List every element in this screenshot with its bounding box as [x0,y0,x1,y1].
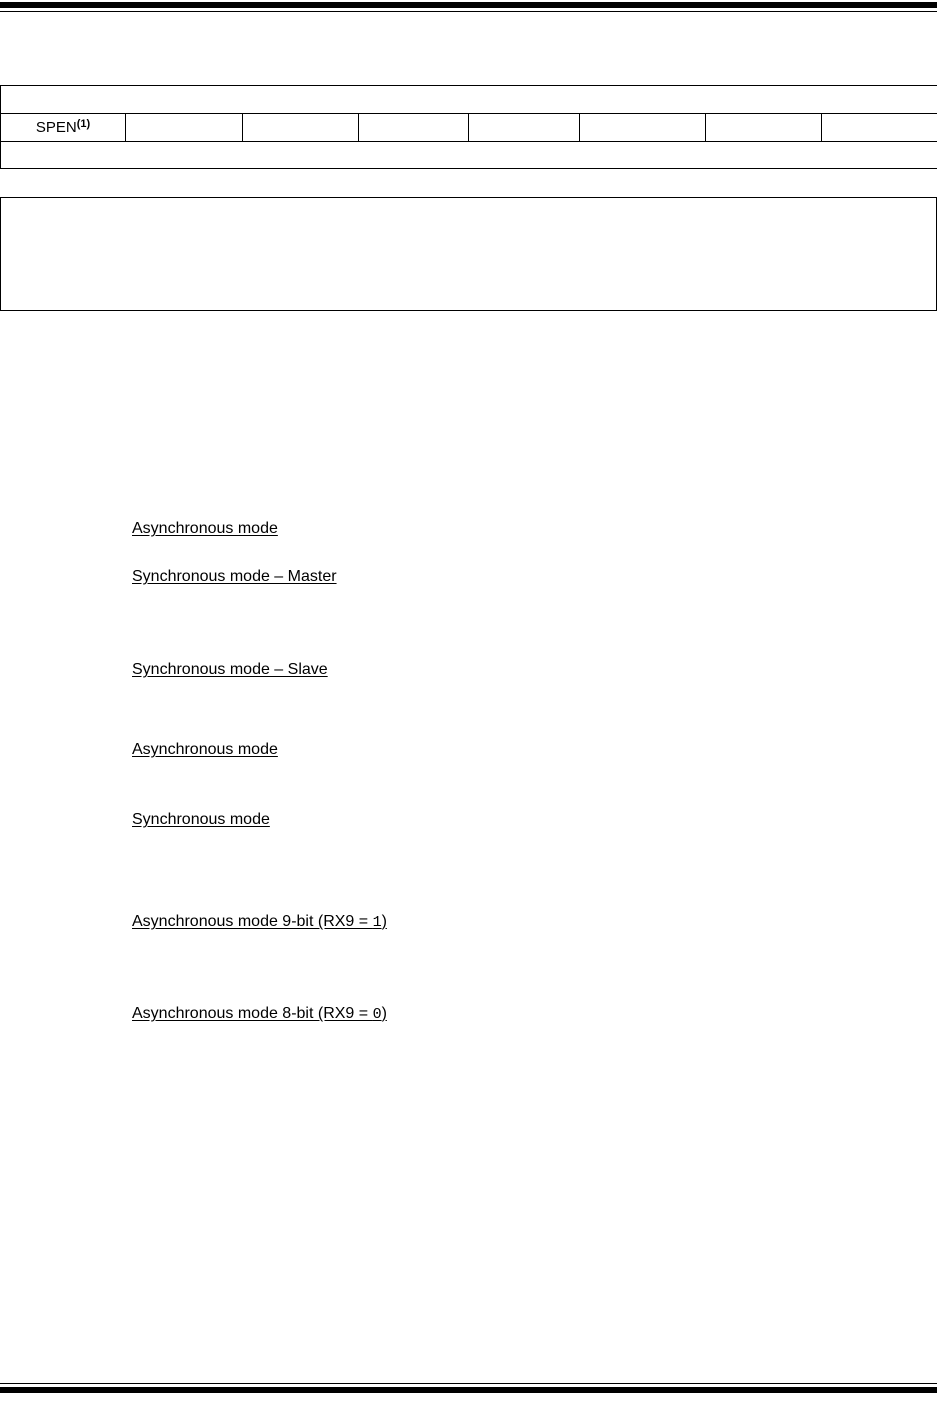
heading-sync-master: Synchronous mode – Master [132,568,337,585]
bit-3-cell [469,114,580,142]
top-rule-thick [0,2,937,8]
top-rule-thin [0,11,937,12]
register-header-cell [1,86,937,114]
bottom-rule-thick [0,1387,937,1393]
bit-2-cell [580,114,706,142]
heading-async-9bit [132,913,387,932]
register-bit-row [1,114,937,142]
heading-sync-mode: Synchronous mode [132,811,270,828]
async-9bit-close: ) [381,913,387,930]
async-8bit-close: ) [381,1005,387,1022]
async-8bit-text: Asynchronous mode 8-bit (RX9 = [132,1005,373,1022]
register-footer-cell [1,142,937,169]
register-footer-row [1,142,937,169]
heading-async-mode-2: Asynchronous mode [132,741,278,758]
bit-7-footnote: (1) [76,118,91,130]
async-8bit-value: 0 [372,1006,382,1023]
bit-7-label: SPEN [35,119,77,136]
async-9bit-value: 1 [372,914,382,931]
legend-box [0,197,937,311]
async-9bit-text: Asynchronous mode 9-bit (RX9 = [132,913,373,930]
bit-5-cell [243,114,359,142]
register-table [0,85,937,169]
bit-7-cell [1,114,126,142]
bit-6-cell [126,114,243,142]
bit-4-cell [359,114,469,142]
heading-async-8bit [132,1005,387,1024]
register-header-row [1,86,937,114]
bottom-rule-thin [0,1383,937,1384]
heading-sync-slave: Synchronous mode – Slave [132,661,328,678]
heading-async-mode-1: Asynchronous mode [132,520,278,537]
bit-0-cell [822,114,937,142]
bit-1-cell [706,114,822,142]
